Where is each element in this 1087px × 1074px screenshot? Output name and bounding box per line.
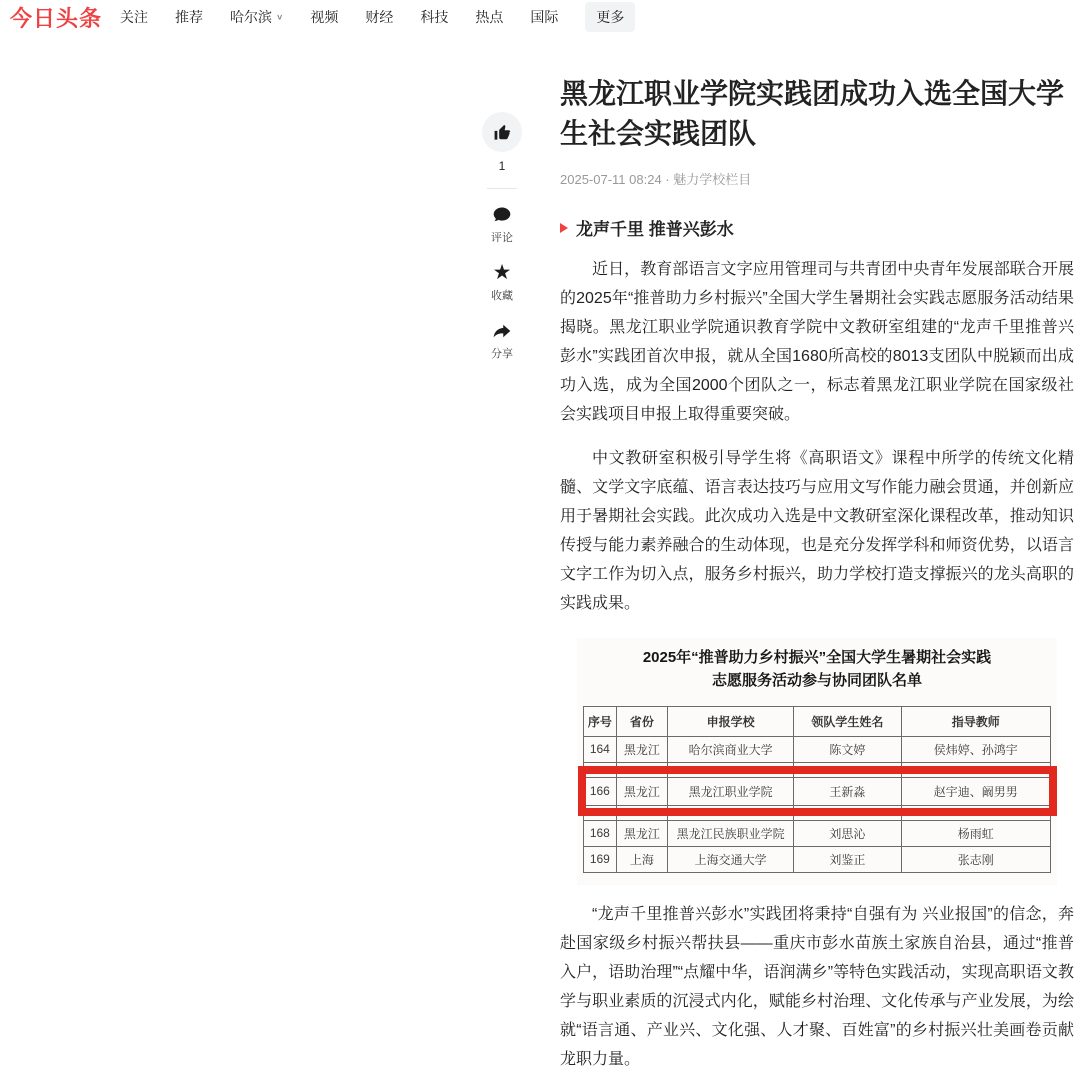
- nav-item-recommend[interactable]: 推荐: [175, 9, 204, 25]
- cell-school: 黑龙江民族职业学院: [668, 820, 794, 846]
- cell-province: 黑龙江: [616, 820, 667, 846]
- thumbs-up-icon: [493, 123, 512, 142]
- table-row-obscured: [584, 762, 1051, 777]
- cell-seq: 168: [584, 820, 617, 846]
- cell-province: 上海: [616, 846, 667, 872]
- cell-student: [794, 805, 901, 820]
- cell-teachers: 张志刚: [901, 846, 1050, 872]
- section-header: [560, 215, 1074, 240]
- header-student: 领队学生姓名: [794, 706, 901, 736]
- share-icon: [492, 321, 512, 341]
- action-rail: [479, 112, 525, 379]
- nav-item-video[interactable]: 视频: [310, 9, 339, 25]
- like-count: 1: [498, 159, 506, 173]
- cell-province: 黑龙江: [616, 777, 667, 805]
- favorite-button[interactable]: [491, 263, 513, 303]
- section-header-text: 龙声千里 推普兴彭水: [576, 220, 734, 240]
- cell-seq: 166: [584, 777, 617, 805]
- article-meta: 2025-07-11 08:24 · 魅力学校栏目: [560, 172, 752, 188]
- cell-seq: [584, 762, 617, 777]
- star-icon: ★: [492, 261, 512, 284]
- table-row: [584, 820, 1051, 846]
- header-province: 省份: [616, 706, 667, 736]
- red-triangle-icon: [560, 223, 568, 233]
- favorite-label: 收藏: [491, 290, 513, 302]
- paragraph-2: 中文教研室积极引导学生将《高职语文》课程中所学的传统文化精髓、文学文字底蕴、语言表达技巧与应用文写作能力融会贯通，并创新应用于暑期社会实践。此次成功入选是中文教研室深化课程改革，推动知识传授与能力素养融合的生动体现，也是充分发挥学科和师资优势，以语言文字工作为切入点，服务乡村振兴，助力学校打造支撑振兴的龙头高职的实践成果。: [560, 450, 1074, 613]
- cell-province: [616, 762, 667, 777]
- page-content: [0, 34, 1087, 1074]
- comment-icon: [492, 205, 512, 225]
- cell-student: 刘思沁: [794, 820, 901, 846]
- cell-student: 陈文婷: [794, 736, 901, 762]
- cell-student: 刘鉴正: [794, 846, 901, 872]
- team-table: [583, 706, 1051, 873]
- cell-teachers: [901, 762, 1050, 777]
- nav-item-harbin-label: 哈尔滨: [230, 9, 273, 25]
- header-seq: 序号: [584, 706, 617, 736]
- cell-school: 黑龙江职业学院: [668, 777, 794, 805]
- toutiao-logo[interactable]: 今日头条: [10, 5, 103, 31]
- nav-item-international[interactable]: 国际: [530, 9, 559, 25]
- rail-divider: [487, 188, 517, 189]
- nav-items: [120, 2, 635, 32]
- cell-teachers: [901, 805, 1050, 820]
- cell-school: 哈尔滨商业大学: [668, 736, 794, 762]
- chevron-down-icon: ∨: [276, 12, 284, 22]
- paragraph-3: “龙声千里推普兴彭水”实践团将秉持“自强有为 兴业报国”的信念，奔赴国家级乡村振兴帮扶县——重庆市彭水苗族土家族自治县，通过“推普入户，语助治理”“点耀中华，语润满乡”等特色实践活动，实现高职语文教学与职业素质的沉浸式内化，赋能乡村治理、文化传承与产业发展，为绘就“语言通、产业兴、文化强、人才聚、百姓富”的乡村振兴壮美画卷贡献龙职力量。: [560, 905, 1074, 1068]
- cell-school: 上海交通大学: [668, 846, 794, 872]
- document-title-line1: 2025年“推普助力乡村振兴”全国大学生暑期社会实践: [642, 649, 992, 667]
- nav-item-more[interactable]: 更多: [585, 2, 635, 32]
- cell-teachers: 赵宇迪、阚男男: [901, 777, 1050, 805]
- cell-province: [616, 805, 667, 820]
- cell-student: [794, 762, 901, 777]
- table-header-row: [584, 706, 1051, 736]
- cell-seq: [584, 805, 617, 820]
- cell-school: [668, 762, 794, 777]
- header-school: 申报学校: [668, 706, 794, 736]
- nav-item-harbin[interactable]: [230, 7, 283, 27]
- table-row-highlighted: [584, 777, 1051, 805]
- table-row: [584, 736, 1051, 762]
- cell-province: 黑龙江: [616, 736, 667, 762]
- document-image[interactable]: [577, 638, 1057, 885]
- comment-label: 评论: [491, 232, 513, 244]
- paragraph-1: 近日，教育部语言文字应用管理司与共青团中央青年发展部联合开展的2025年“推普助力乡村振兴”全国大学生暑期社会实践志愿服务活动结果揭晓。黑龙江职业学院通识教育学院中文教研室组建的“龙声千里推普兴彭水”实践团首次申报，就从全国1680所高校的8013支团队中脱颖而出成功入选，成为全国2000个团队之一，标志着黑龙江职业学院在国家级社会实践项目申报上取得重要突破。: [560, 261, 1074, 424]
- comment-button[interactable]: [491, 205, 513, 245]
- nav-item-follow[interactable]: 关注: [120, 9, 149, 25]
- table-row-obscured: [584, 805, 1051, 820]
- document-title-line2: 志愿服务活动参与协同团队名单: [711, 672, 922, 690]
- top-navbar: [0, 0, 1087, 34]
- cell-school: [668, 805, 794, 820]
- team-table-wrap: [583, 706, 1051, 873]
- share-label: 分享: [491, 348, 513, 360]
- header-teacher: 指导教师: [901, 706, 1050, 736]
- table-row: [584, 846, 1051, 872]
- nav-item-hot[interactable]: 热点: [475, 9, 504, 25]
- cell-seq: 164: [584, 736, 617, 762]
- cell-teachers: 侯炜婷、孙鸿宇: [901, 736, 1050, 762]
- cell-seq: 169: [584, 846, 617, 872]
- nav-item-tech[interactable]: 科技: [420, 9, 449, 25]
- article: [560, 34, 1074, 1074]
- article-title: 黑龙江职业学院实践团成功入选全国大学生社会实践团队: [560, 78, 1065, 150]
- share-button[interactable]: [491, 321, 513, 361]
- cell-student: 王新淼: [794, 777, 901, 805]
- like-button[interactable]: [482, 112, 522, 152]
- cell-teachers: 杨雨虹: [901, 820, 1050, 846]
- nav-item-finance[interactable]: 财经: [365, 9, 394, 25]
